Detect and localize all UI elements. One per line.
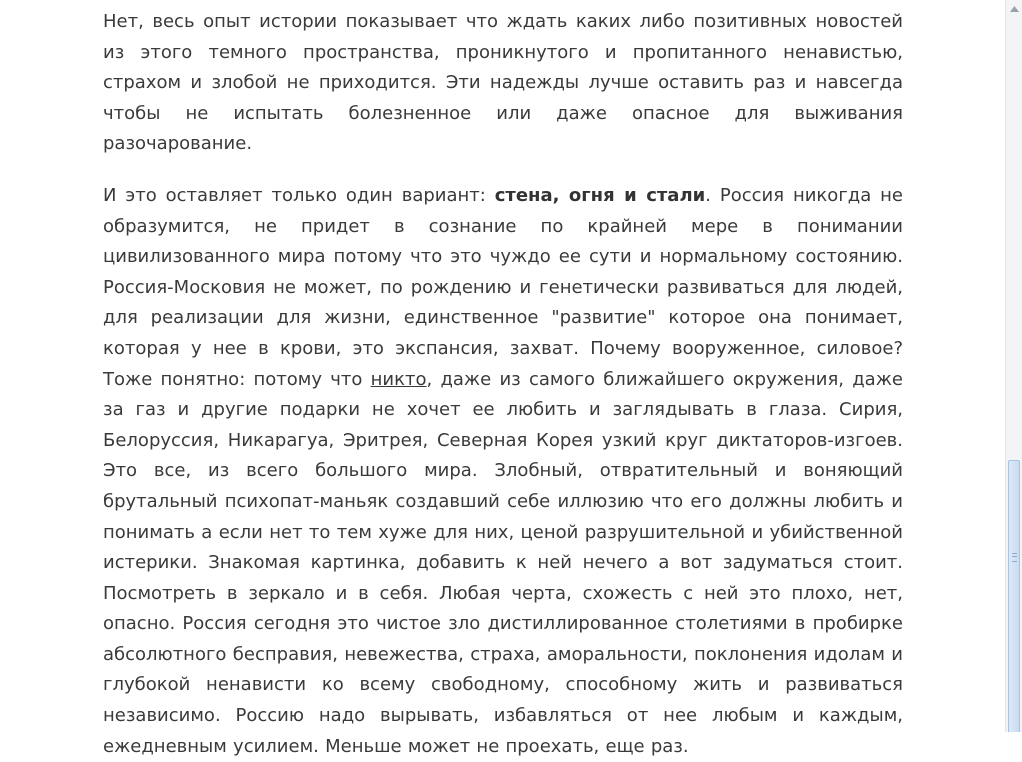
vertical-scrollbar[interactable] — [1005, 0, 1022, 732]
paragraph-2 — [103, 181, 903, 762]
inline-link-nikto[interactable]: никто — [370, 368, 427, 390]
scroll-up-button[interactable] — [1006, 0, 1022, 17]
triangle-up-icon — [1010, 6, 1019, 12]
paragraph-2-part2: , даже из самого ближайшего окружения, даже за газ и другие подарки не хочет ее любить и заглядывать в глаза. Сирия, Белоруссия, Никарагуа, Эритрея, Северная Корея узкий круг диктаторов-изгоев. Это все, из всего большого мира. Злобный, отвратительный и воняющий брутальный психопат-маньяк создавший себе иллюзию что его должны любить и понимать а если нет то тем хуже для них, ценой разрушительной и убийственной истерики. Знакомая картинка, добавить к ней нечего а вот задуматься стоит. Посмотреть в зеркало и в себя. Любая черта, схожесть с ней это плохо, нет, опасно. Россия сегодня это чистое зло дистиллированное столетиями в пробирке абсолютного бесправия, невежества, страха, аморальности, поклонения идолам и глубокой ненависти ко всему свободному, способному жить и развиваться независимо. Россию надо вырывать, избавляться от нее любым и каждым, ежедневным усилием. Меньше может не проехать, еще раз. — [103, 368, 903, 757]
scroll-thumb[interactable] — [1008, 460, 1020, 732]
paragraph-1: Нет, весь опыт истории показывает что ждать каких либо позитивных новостей из этого темного пространства, проникнутого и пропитанного ненавистью, страхом и злобой не приходится. Эти надежды лучше оставить раз и навсегда чтобы не испытать болезненное или даже опасное для выживания разочарование. — [103, 11, 903, 155]
grip-icon — [1012, 553, 1017, 562]
paragraph-2-emphasis: стена, огня и стали — [494, 184, 706, 206]
paragraph-2-part1: . Россия никогда не образумится, не придет в сознание по крайней мере в понимании цивилизованного мира потому что это чуждо ее сути и нормальному состоянию. Россия-Московия не может, по рождению и генетически развиваться для людей, для реализации для жизни, единственное "развитие" которое она понимает, которая у нее в крови, это экспансия, захват. Почему вооруженное, силовое? Тоже понятно: потому что — [103, 184, 904, 390]
article-body — [103, 7, 903, 762]
paragraph-2-intro: И это оставляет только один вариант: — [103, 184, 495, 206]
